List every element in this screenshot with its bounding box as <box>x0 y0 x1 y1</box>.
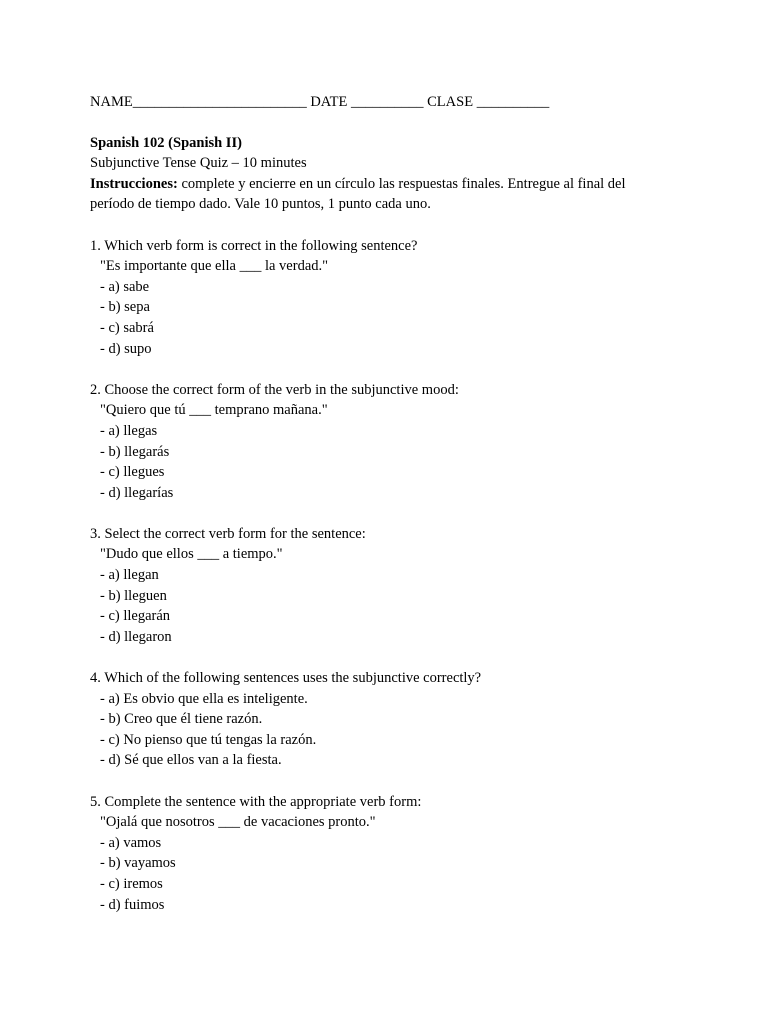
question-prompt: 5. Complete the sentence with the appropriate verb form: <box>90 793 422 810</box>
answer-option: - d) supo <box>100 340 152 357</box>
answer-option: - c) llegues <box>100 464 165 481</box>
answer-option: - b) sepa <box>100 299 150 316</box>
spacer <box>90 215 690 236</box>
quiz-page <box>90 92 690 936</box>
answer-option: - c) sabrá <box>100 319 154 336</box>
answer-option: - a) sabe <box>100 278 150 295</box>
class-blank: __________ <box>476 94 550 110</box>
question-sentence: "Ojalá que nosotros ___ de vacaciones pronto." <box>100 814 376 831</box>
answer-option: - a) vamos <box>100 834 162 851</box>
question-prompt: 1. Which verb form is correct in the following sentence? <box>90 237 418 254</box>
answer-option: - d) llegarías <box>100 484 174 501</box>
quiz-title: Subjunctive Tense Quiz – 10 minutes <box>90 155 307 172</box>
answer-option: - c) iremos <box>100 875 163 892</box>
question-block <box>90 668 690 771</box>
class-label: CLASE <box>427 94 474 110</box>
date-label: DATE <box>310 94 348 110</box>
answer-option: - c) llegarán <box>100 608 171 625</box>
answer-option: - c) No pienso que tú tengas la razón. <box>100 731 317 748</box>
question-prompt: 3. Select the correct verb form for the sentence: <box>90 525 366 542</box>
question-sentence: "Quiero que tú ___ temprano mañana." <box>100 402 328 419</box>
answer-option: - a) llegan <box>100 567 159 584</box>
answer-option: - d) llegaron <box>100 628 172 645</box>
answer-option: - b) Creo que él tiene razón. <box>100 711 263 728</box>
instructions-text-1: complete y encierre en un círculo las respuestas finales. Entregue al final del <box>177 175 626 192</box>
name-label: NAME <box>90 94 133 110</box>
question-block <box>90 792 690 916</box>
question-sentence: "Dudo que ellos ___ a tiempo." <box>100 546 283 563</box>
answer-option: - b) lleguen <box>100 587 167 604</box>
course-title: Spanish 102 (Spanish II) <box>90 134 242 151</box>
question-block <box>90 236 690 360</box>
question-block <box>90 380 690 504</box>
answer-option: - d) fuimos <box>100 896 165 913</box>
date-blank: __________ <box>351 94 424 110</box>
instructions-line-1 <box>90 174 690 195</box>
answer-option: - d) Sé que ellos van a la fiesta. <box>100 752 282 769</box>
answer-option: - a) llegas <box>100 422 158 439</box>
student-header <box>90 92 690 113</box>
instructions-label: Instrucciones: <box>90 175 178 192</box>
answer-option: - b) vayamos <box>100 855 176 872</box>
name-blank: ________________________ <box>132 94 307 110</box>
question-prompt: 4. Which of the following sentences uses the subjunctive correctly? <box>90 670 482 687</box>
answer-option: - a) Es obvio que ella es inteligente. <box>100 690 308 707</box>
answer-option: - b) llegarás <box>100 443 170 460</box>
question-prompt: 2. Choose the correct form of the verb in the subjunctive mood: <box>90 381 459 398</box>
question-sentence: "Es importante que ella ___ la verdad." <box>100 258 329 275</box>
instructions-line-2: período de tiempo dado. Vale 10 puntos, 1 punto cada uno. <box>90 196 431 213</box>
question-block <box>90 524 690 648</box>
